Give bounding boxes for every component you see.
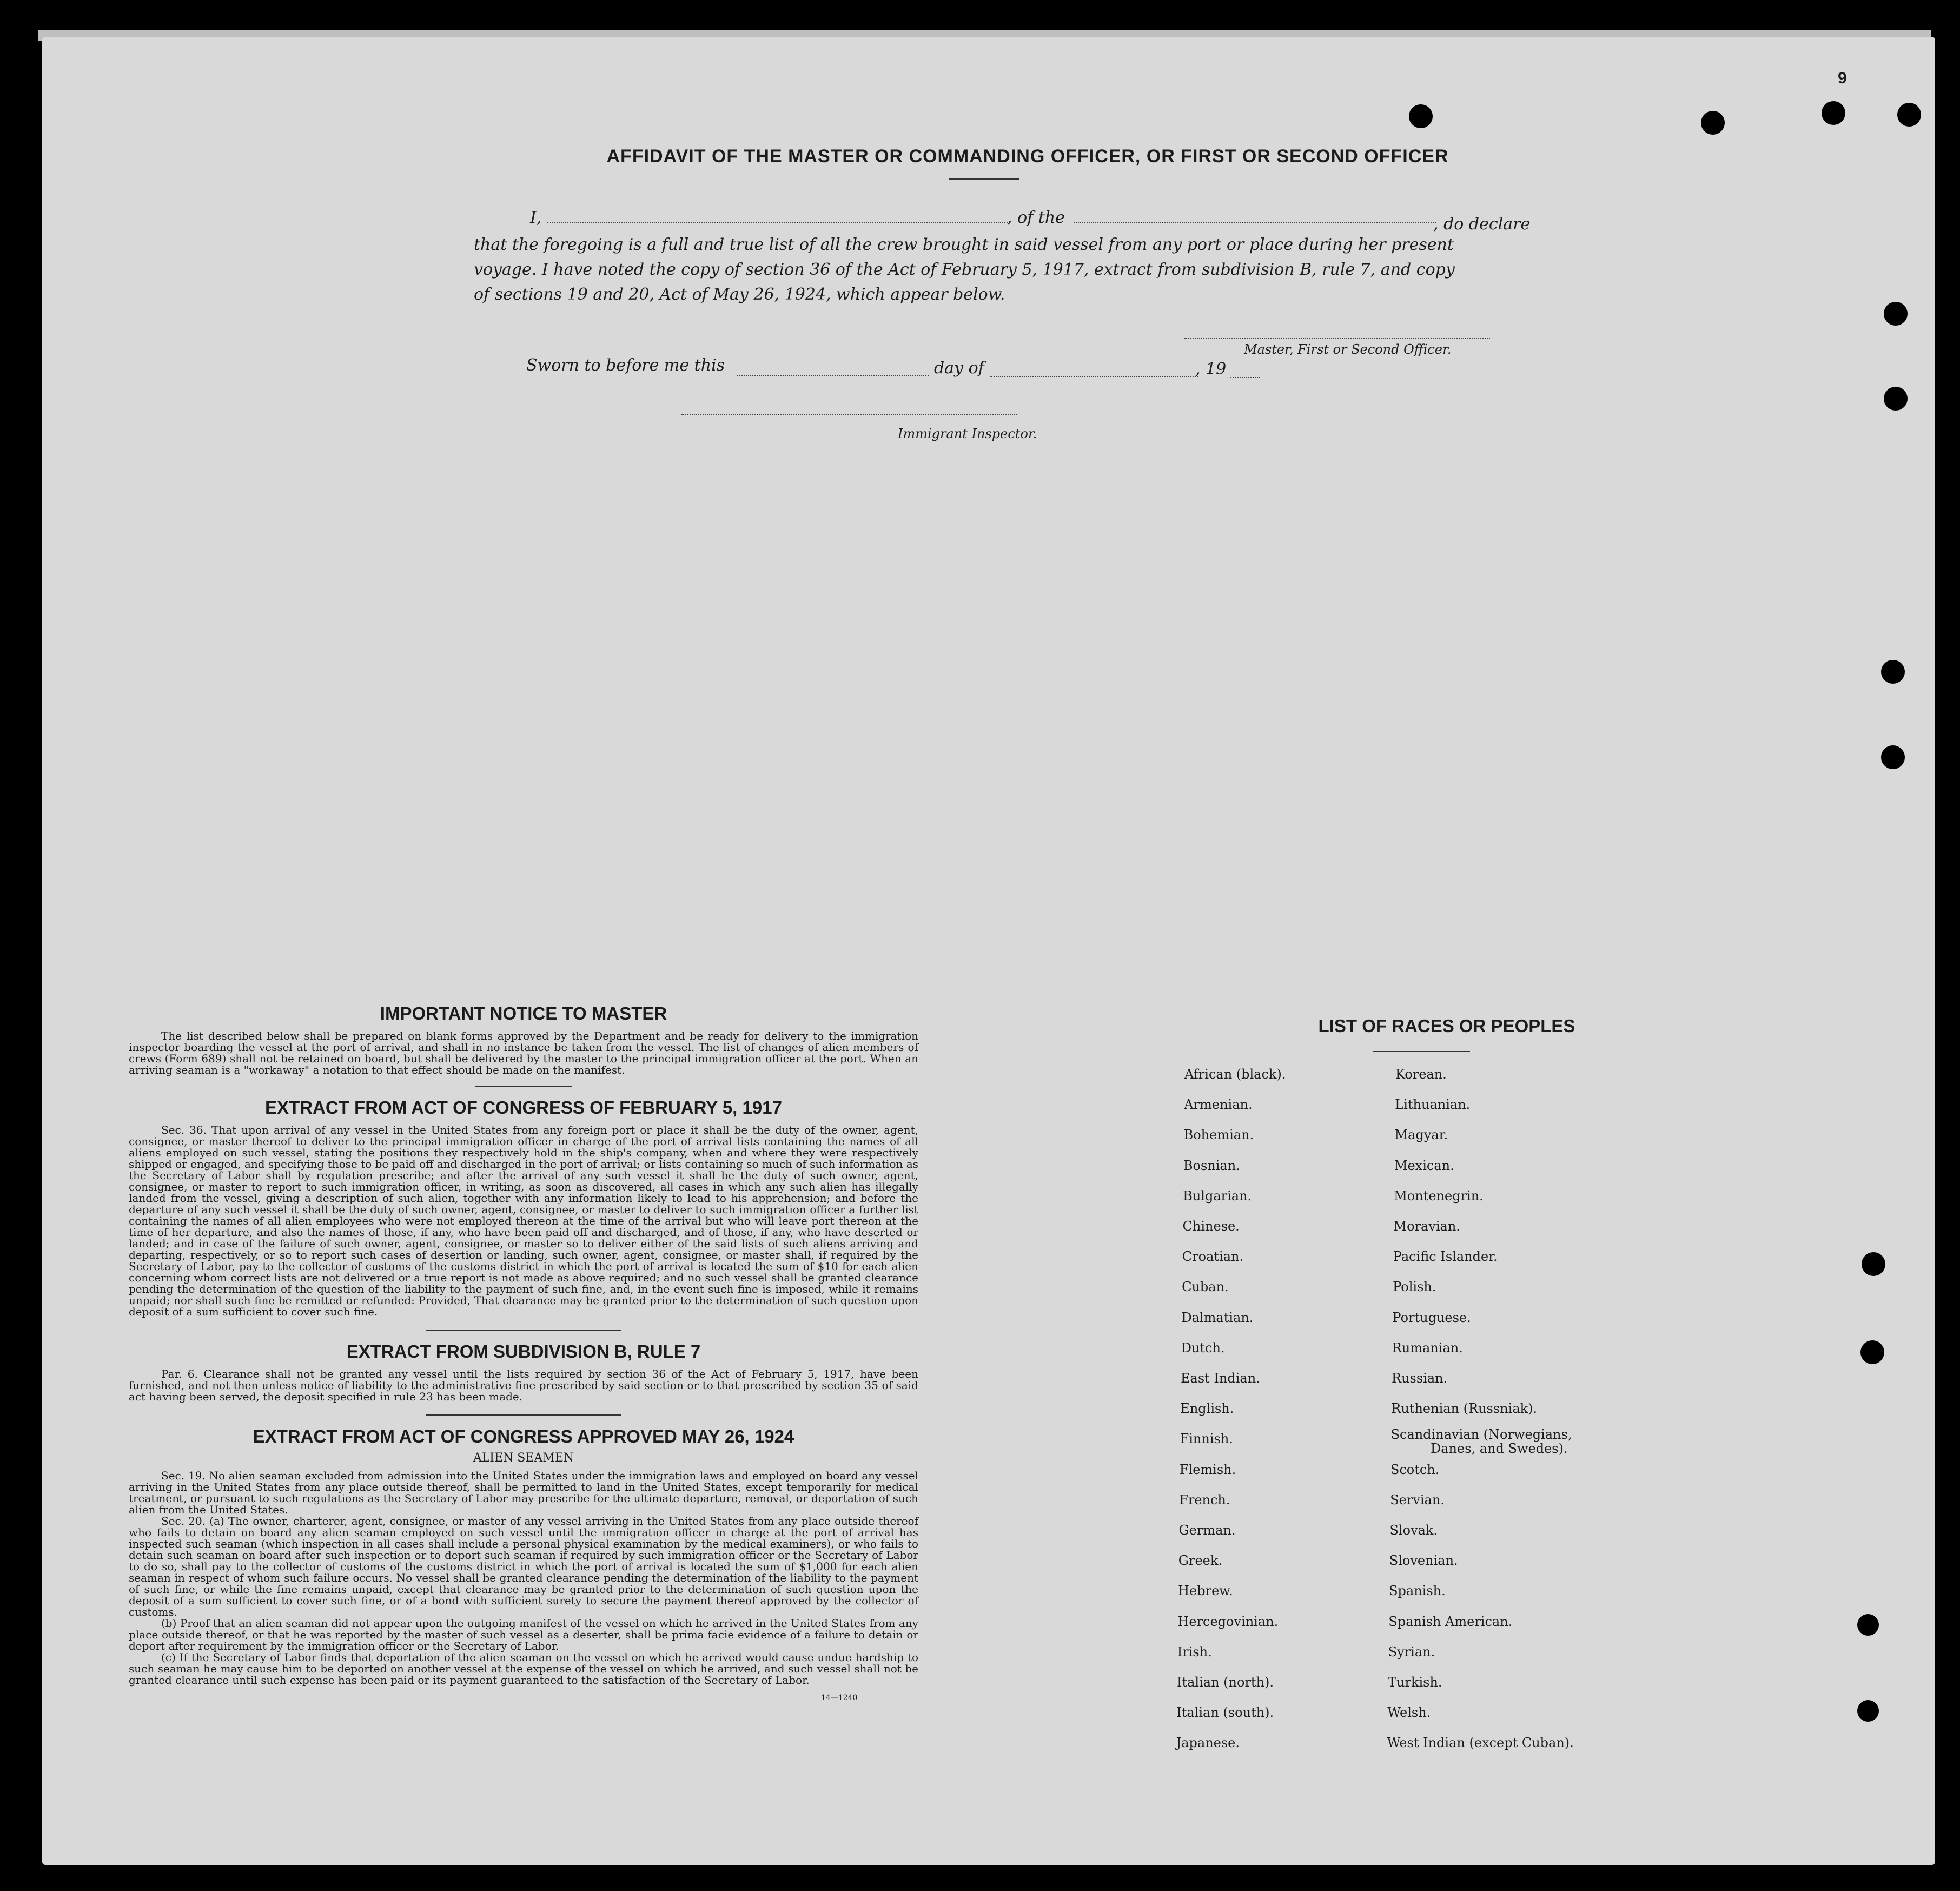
race-item: Servian.: [1390, 1492, 1445, 1507]
affidavit-line-4: of sections 19 and 20, Act of May 26, 1924, which appear below.: [474, 285, 1005, 304]
race-item: English.: [1180, 1401, 1234, 1417]
inspector-label: Immigrant Inspector.: [898, 426, 1037, 441]
affidavit-line-3: voyage. I have noted the copy of section 36 of the Act of February 5, 1917, extract from subdivision B, rule 7, and copy: [474, 260, 1455, 279]
affidavit-line-2: that the foregoing is a full and true list of all the crew brought in said vessel from any port or place during her present: [474, 235, 1454, 254]
race-item: Armenian.: [1184, 1097, 1253, 1113]
sec20c-text: (c) If the Secretary of Labor finds that deportation of the alien seaman on the vessel on which he arrived would cause undue hardship to such seaman he may cause him to be deported on another vessel at the expense of the vessel on which he arrived, and such vessel shall not be granted clearance until such expense has been paid or its payment guaranteed to the satisfaction of the Secretary of Labor.: [129, 1651, 918, 1687]
divider: [949, 178, 1019, 180]
race-item: Bohemian.: [1183, 1127, 1254, 1143]
page-number: 9: [1838, 69, 1847, 87]
sworn-text: Sworn to before me this: [526, 356, 725, 375]
race-item: Pacific Islander.: [1393, 1249, 1498, 1265]
race-item: Croatian.: [1182, 1249, 1244, 1265]
notice-body: The list described below shall be prepared on blank forms approved by the Department and be ready for delivery to the immigration inspector boarding the vessel at the port of arrival, and shall in no instance be taken from the vessel. The list of changes of alien members of crews (Form 689) shall not be retained on board, but shall be delivered by the master to the principal immigration officer at the port. When an arriving seaman is a "workaway" a notation to that effect should be made on the manifest.: [129, 1029, 918, 1076]
punch-hole: [1701, 111, 1725, 135]
race-item: East Indian.: [1181, 1371, 1260, 1386]
extract-rule7-title: EXTRACT FROM SUBDIVISION B, RULE 7: [346, 1341, 701, 1361]
race-item: Spanish.: [1389, 1583, 1446, 1599]
punch-hole: [1884, 387, 1908, 411]
race-item: Bulgarian.: [1183, 1188, 1252, 1204]
affidavit-body: [474, 233, 1772, 307]
race-item: Spanish American.: [1388, 1614, 1513, 1629]
extract-1917-body: Sec. 36. That upon arrival of any vessel in the United States from any foreign port or place it shall be the duty of the owner, agent, consignee, or master thereof to deliver to the principal immigration officer in charge of the port of arrival lists containing the names of all aliens employed on such vessel, stating the positions they respectively hold in the ship's company, when and where they were respectively shipped or engaged, and specifying those to be paid off and discharged in the port of arrival; or lists containing so much of such information as the Secretary of Labor shall by regulation prescribe; and after the arrival of any such vessel it shall be the duty of such owner, agent, consignee, or master to report to such immigration officer, in writing, as soon as discovered, all cases in which any such alien has illegally landed from the vessel, giving a description of such alien, together with any information likely to lead to his apprehension; and before the departure of any such vessel it shall be the duty of such owner, agent, consignee, or master to deliver to such immigration officer a further list containing the names of all alien employees who were not employed thereon at the time of the arrival but who will leave port thereon at the time of her departure, and also the names of those, if any, who have been paid off and discharged, and of those, if any, who have deserted or landed; and in case of the failure of such owner, agent, consignee, or master so to deliver either of the said lists of such aliens arriving and departing, respectively, or so to report such cases of desertion or landing, such owner, agent, consignee, or master shall, if required by the Secretary of Labor, pay to the collector of customs of the customs district in which the port of arrival is located the sum of $10 for each alien concerning whom correct lists are not delivered or a true report is not made as above required; and no such vessel shall be granted clearance pending the determination of the question of the liability to the payment of such fine, and, in the event such fine is imposed, while it remains unpaid; nor shall such fine be remitted or refunded: Provided, That clearance may be granted prior to the determination of such question upon deposit of a sum sufficient to cover such fine.: [129, 1123, 918, 1318]
race-item: German.: [1178, 1523, 1236, 1538]
race-item: Flemish.: [1179, 1462, 1236, 1477]
race-item: Polish.: [1393, 1279, 1436, 1295]
race-item: Lithuanian.: [1395, 1097, 1471, 1113]
race-item: Turkish.: [1388, 1675, 1442, 1690]
punch-hole: [1881, 745, 1905, 769]
race-item: Magyar.: [1394, 1127, 1448, 1143]
punch-hole: [1881, 660, 1905, 684]
sec20b-text: (b) Proof that an alien seaman did not appear upon the outgoing manifest of the vessel on which he arrived in the United States from any place outside thereof, or that he was reported by the master of such vessel as a deserter, shall be prima facie evidence of a failure to detain or deport after requirement by the immigration officer or the Secretary of Labor.: [129, 1617, 918, 1652]
master-signature-field[interactable]: [1184, 338, 1490, 339]
race-item: French.: [1179, 1492, 1230, 1507]
sworn-day-field[interactable]: [737, 375, 929, 376]
race-item: Mexican.: [1394, 1158, 1454, 1173]
race-item: Moravian.: [1393, 1219, 1460, 1234]
sworn-year-field[interactable]: [1230, 377, 1260, 378]
vessel-name-field[interactable]: [1074, 222, 1436, 223]
divider: [475, 1086, 572, 1087]
race-item: Dalmatian.: [1181, 1310, 1254, 1325]
sec20a-text: Sec. 20. (a) The owner, charterer, agent, consignee, or master of any vessel arriving in the United States from any place outside thereof who fails to detain on board any alien seaman employed on such vessel until the immigration officer in charge at the port of arrival has inspected such seaman (which inspection in all cases shall include a personal physical examination by the medical examiners), or who fails to detain such seaman on board after such inspection or to deport such seaman if required by such immigration officer or the Secretary of Labor to do so, shall pay to the collector of customs of the customs district in which the port of arrival is located the sum of $1,000 for each alien seaman in respect of whom such failure occurs. No vessel shall be granted clearance pending the determination of the liability to the payment of such fine, or while the fine remains unpaid, except that clearance may be granted prior to the determination of such question upon the deposit of a sum sufficient to cover such fine, or of a bond with sufficient surety to secure the payment thereof approved by the collector of customs.: [129, 1515, 918, 1618]
race-item: African (black).: [1184, 1067, 1286, 1082]
race-item: Portuguese.: [1392, 1310, 1471, 1325]
race-item: Italian (south).: [1176, 1705, 1274, 1721]
race-item: Japanese.: [1176, 1735, 1240, 1751]
race-item-continuation: Danes, and Swedes).: [1431, 1441, 1568, 1457]
divider: [1373, 1051, 1470, 1052]
affidavit-title: AFFIDAVIT OF THE MASTER OR COMMANDING OFFICER, OR FIRST OR SECOND OFFICER: [606, 146, 1449, 167]
punch-hole: [1884, 302, 1908, 326]
extract-rule7-body: Par. 6. Clearance shall not be granted any vessel until the lists required by section 36 of the Act of February 5, 1917, have been furnished, and not then unless notice of liability to the administrative fine prescribed by said section or to that prescribed by section 35 of said act having been served, the deposit specified in rule 23 has been made.: [129, 1367, 918, 1403]
race-item: Welsh.: [1387, 1705, 1431, 1721]
affidavit-declare: , do declare: [1433, 215, 1531, 234]
race-item: Rumanian.: [1392, 1340, 1463, 1356]
race-item: Greek.: [1178, 1553, 1223, 1569]
race-item: Scotch.: [1390, 1462, 1440, 1477]
punch-hole: [1857, 1614, 1879, 1636]
year-prefix: , 19: [1195, 360, 1227, 379]
race-item: Montenegrin.: [1394, 1188, 1484, 1204]
punch-hole: [1409, 104, 1433, 128]
sec19-text: Sec. 19. No alien seaman excluded from admission into the United States under the immigration laws and employed on board any vessel arriving in the United States from any place outside thereof, shall be permitted to land in the United States, except temporarily for medical treatment, or pursuant to such regulations as the Secretary of Labor may prescribe for the ultimate departure, removal, or deportation of such alien from the United States.: [129, 1469, 918, 1516]
form-number: 14—1240: [821, 1694, 858, 1702]
divider: [426, 1330, 621, 1331]
race-item: Cuban.: [1182, 1279, 1229, 1295]
sworn-month-field[interactable]: [990, 376, 1198, 377]
race-item: Ruthenian (Russniak).: [1391, 1401, 1538, 1417]
master-name-field[interactable]: [547, 222, 1010, 223]
race-item: Korean.: [1395, 1067, 1447, 1082]
race-item: Chinese.: [1182, 1219, 1240, 1234]
race-item: Italian (north).: [1177, 1675, 1274, 1690]
affidavit-i: I,: [530, 208, 542, 227]
left-column: [129, 1003, 918, 1702]
race-item: Dutch.: [1181, 1340, 1225, 1356]
divider: [426, 1414, 621, 1416]
race-item: Slovenian.: [1389, 1553, 1458, 1569]
race-item: Scandinavian (Norwegians,: [1390, 1427, 1572, 1443]
extract-1917-title: EXTRACT FROM ACT OF CONGRESS OF FEBRUARY 5, 1917: [265, 1097, 782, 1118]
race-item: Finnish.: [1180, 1431, 1233, 1447]
race-item: Russian.: [1392, 1371, 1448, 1386]
affidavit-of-the: , of the: [1007, 208, 1065, 227]
race-item: Hercegovinian.: [1177, 1614, 1279, 1629]
inspector-signature-field[interactable]: [681, 414, 1017, 415]
notice-title: IMPORTANT NOTICE TO MASTER: [380, 1003, 667, 1023]
punch-hole: [1860, 1340, 1884, 1364]
extract-1924-subtitle: ALIEN SEAMEN: [473, 1451, 574, 1465]
punch-hole: [1862, 1252, 1885, 1276]
extract-1924-title: EXTRACT FROM ACT OF CONGRESS APPROVED MAY 26, 1924: [253, 1426, 794, 1446]
race-item: Hebrew.: [1178, 1583, 1233, 1599]
day-of-text: day of: [934, 359, 984, 378]
master-signature-label: Master, First or Second Officer.: [1244, 342, 1452, 357]
race-item: Bosnian.: [1183, 1158, 1240, 1173]
punch-hole: [1822, 101, 1845, 125]
races-title: LIST OF RACES OR PEOPLES: [1318, 1016, 1575, 1036]
race-item: Syrian.: [1388, 1644, 1435, 1659]
punch-hole: [1897, 103, 1921, 127]
punch-hole: [1857, 1700, 1879, 1722]
race-item: Slovak.: [1389, 1523, 1438, 1538]
race-item: Irish.: [1177, 1644, 1212, 1659]
race-item: West Indian (except Cuban).: [1387, 1735, 1574, 1751]
